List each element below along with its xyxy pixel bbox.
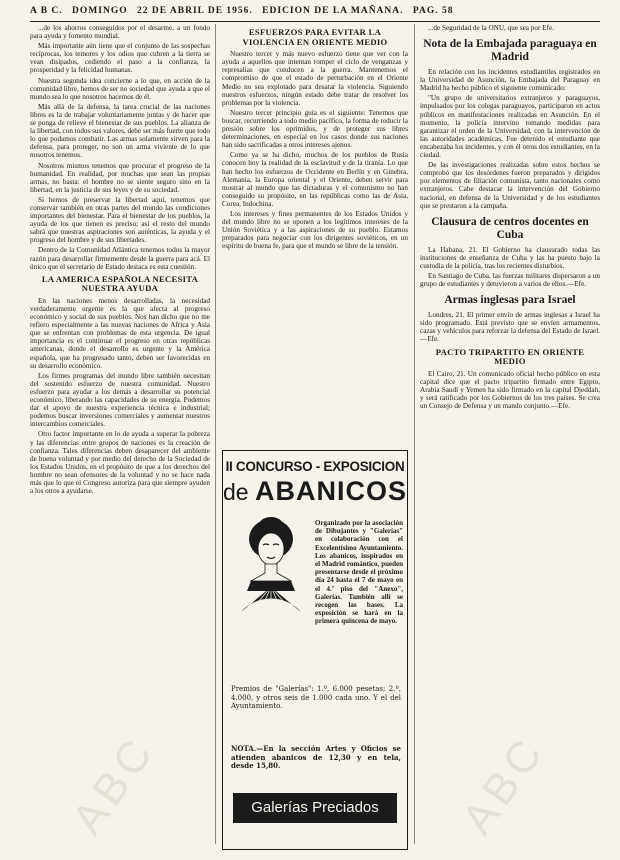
paragraph: Nuestro tercer principio guía es el siguiente: Tenemos que buscar, recurriendo a todo medio pacífico, la forma de reducir la presión sobre los oprimidos, y de proteger sus libres determinaciones, en especial en los casos donde sus naciones han sido sacrificadas a otros intereses ajenos. (222, 108, 408, 150)
paragraph: ...de Seguridad de la ONU, que sea por Efe. (428, 24, 554, 32)
paragraph: "Un grupo de universitarios extranjeros y paraguayos, impulsados por los colegas paraguayos, participaron en actos públicos en manifestaciones realizadas en Asunción. En el momento, la policía intervino tomando medidas para garantizar el orden de la Universidad, con la intervención de las autoridades académicas. Fue detenido el estudiante que encabezaba los incidentes, y con él otros dos estudiantes, en la ciudad. (420, 94, 600, 160)
paragraph: En relación con los incidentes estudiantiles registrados en la Universidad de Asunción, la Embajada del Paraguay en Madrid ha hecho público el siguiente comunicado: (420, 68, 600, 93)
galerias-preciados-logo: Galerías Preciados (233, 793, 397, 823)
fan-contest-advertisement (222, 450, 408, 850)
column-3 (420, 24, 600, 412)
paragraph: Londres, 21. El primer envío de armas inglesas a Israel ha sido programado. Está previsto que se envíen armamentos, cazas y vehículos para reforzar la defensa del Estado de Israel.—Efe. (420, 311, 600, 344)
paragraph: Nuestra segunda idea concierne a lo que, en acción de la comunidad libre, hemos de ser no sociedad que ayuda a que el mundo sea lo que nosotros hacemos de él. (30, 76, 210, 101)
section-heading: Armas inglesas para Israel (444, 294, 576, 307)
header-rule (30, 21, 600, 22)
section-heading: ESFUERZOS PARA EVITAR LA VIOLENCIA EN ORIENTE MEDIO (242, 27, 388, 47)
ad-body: Organizado por la asociación de Dibujantes y "Galerías" en colaboración con el Excelentísimo Ayuntamiento. Los abanicos, inspirados en el Madrid romántico, pueden presentarse desde el próximo día 24 hasta el 7 de mayo en el 4.º piso del "Anexo", Galerías. También allí se recogen las bases. La exposición se hará en la primera quincena de mayo. (315, 519, 403, 626)
paragraph: Si hemos de preservar la libertad aquí, tenemos que conservar también en otras partes del mundo las condiciones importantes del bienestar. Para el bienestar de los pueblos, la ayuda de los que tienen es preciso; así el resto del mundo sabrá que nuestras aspiraciones son auténticas, la ayuda y el progreso del hombre y de sus libertades. (30, 195, 210, 245)
paragraph: Más allá de la defensa, la tarea crucial de las naciones libres es la de trabajar voluntariamente juntas y de hacer que se ponga de relieve el bienestar de sus pueblos. La alianza de la libertad, con todos sus valores, debe ser más fuerte que todo lo que podamos combatir. Las armas solamente sirven para la defensa, para proteger, no son un arma viviente de lo que nosotros tenemos. (30, 102, 210, 160)
paragraph: Más importante aún tiene que el conjunto de las sospechas recíprocas, los temores y los odios que cubren a la tierra se vean disipados, cediendo el paso a la confianza, la prosperidad y la felicidad humanas. (30, 42, 210, 75)
header-edition: EDICION DE LA MAÑANA. (262, 6, 404, 16)
paragraph: En Santiago de Cuba, las fuerzas militares dispersaron a un grupo de estudiantes y detuvieron a varios de ellos.—Efe. (420, 271, 600, 289)
paragraph: Nuestro tercer y más nuevo esfuerzo tiene que ver con la ayuda a aquellos que intentan romper el ciclo de venganzas y represalias que conducen a la guerra. Mantenemos el compromiso de que el estado de perturbación en el Oriente Medio no sea explotado para desatar la violencia. Siguiendo nuestros esfuerzos, ningún estado debe tratar de resolver los problemas por la violencia. (222, 50, 408, 107)
ad-prizes: Premios de "Galerías": 1.º, 6.000 pesetas; 2.º, 4.000, y otros seis de 1.000 cada uno. Y el del Ayuntamiento. (231, 685, 401, 710)
ad-subtitle-prefix: de (223, 479, 249, 505)
paragraph: El Cairo, 21. Un comunicado oficial hecho público en esta capital dice que el pacto tripartito firmado entre Egipto, Arabia Saudí y Yemen ha sido firmado en la capital Djeddah, y será ratificado por los Gobiernos de los tres países. Se crea un Consejo de Defensa y un mando conjunto.—Efe. (420, 369, 600, 411)
header-date: 22 DE ABRIL DE 1956. (136, 6, 253, 16)
paragraph: Como ya se ha dicho, muchos de los pueblos de Rusia conocen hoy la realidad de la esclavitud y de la tiranía. Lo que han hecho los esfuerzos de Occidente en Berlín y en Ginebra, Alemania, la Europa oriental y el Oriente, deben servir para mostrar al mundo que las dictaduras y el comunismo no han conseguido su propósito, en las repúblicas como las de Asia, Corea, Indochina. (222, 151, 408, 208)
abc-watermark: ABC (62, 726, 166, 844)
section-heading: PACTO TRIPARTITO EN ORIENTE MEDIO (435, 346, 585, 367)
header-day: DOMINGO (72, 6, 128, 16)
column-divider (414, 24, 415, 844)
column-2 (222, 24, 408, 444)
page-header (30, 6, 600, 20)
section-heading: Nota de la Embajada paraguaya en Madrid (423, 38, 597, 64)
column-divider (215, 24, 216, 844)
ad-subtitle (223, 476, 407, 507)
ad-note: NOTA.—En la sección Artes y Oficios se atienden abanicos de 12,30 y en tela, desde 15,80. (231, 744, 401, 770)
ad-title: II CONCURSO - EXPOSICION (225, 459, 405, 474)
section-heading: Clausura de centros docentes en Cuba (431, 215, 589, 241)
paragraph: La Habana, 21. El Gobierno ha clausurado todas las instituciones de enseñanza de Cuba y las ha puesto bajo la custodia de la policía, tras los recientes disturbios. (420, 245, 600, 270)
paragraph: De las investigaciones realizadas sobre estos hechos se comprobó que los desórdenes fueron preparados y dirigidos por elementos de filiación comunista, tanto nacionales como extranjeros. Cabe destacar la intervención del Gobierno nacional, en defensa de la Universidad y de los estudiantes que se prestaron a la campaña. (420, 161, 600, 210)
paragraph: ...de los ahorros conseguidos por el desarme, a un fondo para ayuda y fomento mundial. (30, 24, 210, 41)
paragraph: En las naciones menos desarrolladas, la necesidad verdaderamente urgente es la que afecta al progreso económico y social de sus pueblos. Nos han dicho que no me refiero especialmente a las nuevas naciones de Africa y Asia que se enfrentan con problemas de esta urgencia. De igual importancia es el continuar el progreso en otras repúblicas americanas, donde el desarrollo es urgente y la América española, que ha progresado tanto, deben ser favorecidas en su desarrollo económico. (30, 296, 210, 370)
section-heading: LA AMERICA ESPAÑOLA NECESITA NUESTRA AYUDA (41, 273, 199, 294)
column-1 (30, 24, 210, 497)
paragraph: Dentro de la Comunidad Atlántica tenemos todos la mayor razón para desarrollar firmemente desde la guerra para acá. El único que el secretario de Estado destaca es esta cuestión. (30, 246, 210, 271)
paragraph: Nosotros mismos tenemos que procurar el progreso de la humanidad. En realidad, por muchas que sean las propias armas, no basta: el hombre no se siente seguro sino en la libertad, en la justicia de sus leyes y de su sociedad. (30, 161, 210, 194)
paper-name: A B C. (30, 6, 63, 16)
paragraph: Los intereses y fines permanentes de los Estados Unidos y del mundo libre no se oponen a los legítimos intereses de la Unión Soviética y a las aspiraciones de su pueblo. Estamos preparados para negociar con los dirigentes soviéticos, en un espíritu de buena fe, para que el mundo se libre de la tensión. (222, 209, 408, 251)
ad-subtitle-main: ABANICOS (254, 476, 407, 506)
paragraph: Otro factor importante en lo de ayuda a superar la pobreza y las diferencias entre grupos de naciones es la creación de confianza. Tales diferencias deben desaparecer del ambiente de buena voluntad y por medio del derecho de la Sociedad de los Estados Unidos, en el propósito de que a los derechos del hombre no sean ofensores de la voluntad y no se hace nada más que lo que el Congreso autoriza para que siempre ayuden a los otros a ayudarse. (30, 430, 210, 496)
woman-with-fan-illustration (231, 517, 311, 627)
paragraph: Los firmes programas del mundo libre también necesitan del sostenido esfuerzo de nuestra comunidad. Nuestro esfuerzo para ayudar a los demás a desarrollar su potencial económico, liberando las capacidades de su energía. Podemos dar el apoyo de nuestra experiencia técnica e industrial; podemos buscar inversiones comerciales y aumentar nuestros intercambios comerciales. (30, 371, 210, 429)
header-page: PAG. 58 (412, 6, 454, 16)
abc-watermark: ABC (452, 726, 556, 844)
